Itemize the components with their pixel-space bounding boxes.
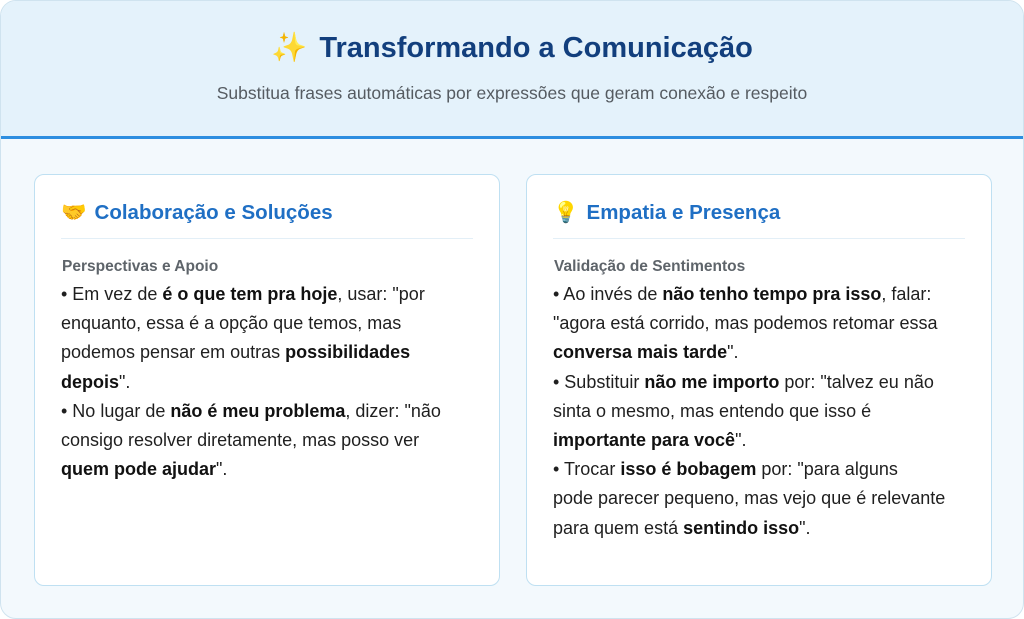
body-line — [61, 455, 481, 484]
body-line — [553, 338, 973, 367]
body-line — [553, 397, 973, 426]
body-text: , falar: — [881, 284, 932, 304]
body-line — [61, 338, 481, 367]
card-collaboration — [34, 174, 500, 586]
body-text: ". — [216, 459, 228, 480]
body-line — [61, 280, 481, 309]
body-text: podemos pensar em outras — [61, 342, 286, 363]
card-divider — [553, 238, 965, 239]
body-text: para quem está — [553, 517, 684, 538]
body-text: sinta o mesmo, mas entendo que isso é — [553, 400, 872, 421]
sparkles-icon: ✨ — [271, 32, 308, 64]
body-line — [553, 280, 973, 309]
emphasis-text: não tenho tempo pra isso — [662, 284, 882, 304]
body-line — [61, 397, 481, 426]
body-text: , dizer: "não — [345, 400, 441, 421]
card-body — [553, 280, 973, 543]
body-text: • Trocar — [553, 459, 621, 480]
card-divider — [61, 238, 473, 239]
body-line — [553, 426, 973, 455]
card-title-text: Colaboração e Soluções — [94, 201, 333, 224]
handshake-icon: 🤝 — [61, 201, 87, 224]
emphasis-text: quem pode ajudar — [61, 459, 217, 480]
body-line — [61, 368, 481, 397]
body-text: enquanto, essa é a opção que temos, mas — [61, 313, 402, 334]
body-line — [553, 309, 973, 338]
body-line — [553, 484, 973, 513]
body-text: • Ao invés de — [553, 284, 663, 304]
card-body — [61, 280, 481, 484]
emphasis-text: conversa mais tarde — [553, 342, 728, 363]
body-line — [553, 368, 973, 397]
emphasis-text: não é meu problema — [170, 400, 346, 421]
body-line — [553, 455, 973, 484]
body-text: consigo resolver diretamente, mas posso ver — [61, 430, 420, 451]
body-line — [61, 426, 481, 455]
section-label: Perspectivas e Apoio — [62, 258, 219, 275]
emphasis-text: importante para você — [553, 430, 736, 451]
page-title-text: Transformando a Comunicação — [319, 32, 753, 64]
card-title-text: Empatia e Presença — [586, 201, 781, 224]
page-subtitle: Substitua frases automáticas por expressões que geram conexão e respeito — [216, 83, 808, 103]
body-text: "agora está corrido, mas podemos retomar essa — [553, 313, 938, 334]
body-text: • Em vez de — [61, 284, 163, 304]
body-text: ". — [735, 430, 747, 451]
body-text: • No lugar de — [61, 400, 171, 421]
body-line — [61, 309, 481, 338]
emphasis-text: sentindo isso — [683, 517, 800, 538]
body-text: por: "para alguns — [756, 459, 898, 480]
body-text: por: "talvez eu não — [779, 371, 934, 392]
emphasis-text: não me importo — [644, 371, 780, 392]
body-line — [553, 514, 973, 543]
card-empathy — [526, 174, 992, 586]
lightbulb-icon: 💡 — [553, 201, 579, 224]
card-title — [61, 201, 333, 225]
body-text: ". — [119, 371, 131, 392]
body-text: , usar: "por — [337, 284, 425, 304]
body-text: ". — [799, 517, 811, 538]
body-text: pode parecer pequeno, mas vejo que é relevante — [553, 488, 946, 509]
emphasis-text: isso é bobagem — [620, 459, 757, 480]
header — [1, 1, 1023, 139]
body-text: ". — [727, 342, 739, 363]
card-title — [553, 201, 780, 225]
emphasis-text: é o que tem pra hoje — [162, 284, 338, 304]
emphasis-text: possibilidades — [285, 342, 411, 363]
body-text: • Substituir — [553, 371, 645, 392]
emphasis-text: depois — [61, 371, 120, 392]
page-title — [1, 31, 1023, 65]
section-label: Validação de Sentimentos — [554, 258, 746, 275]
